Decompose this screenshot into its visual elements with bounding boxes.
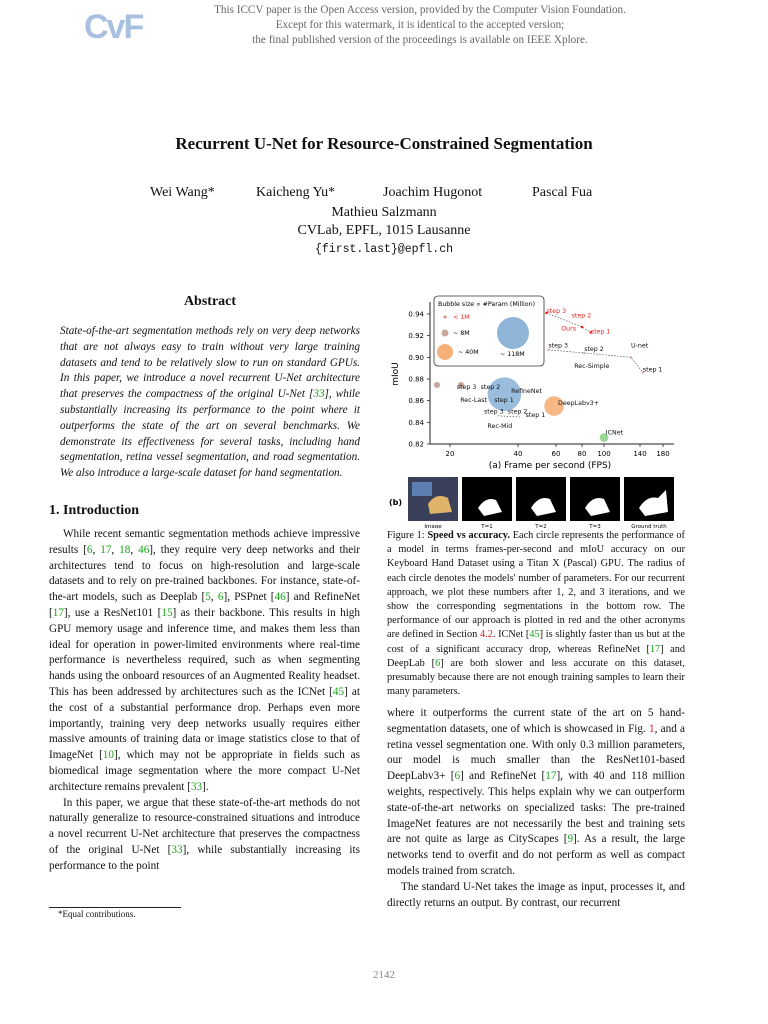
chart-legend — [434, 296, 544, 366]
citation-link[interactable]: 6 — [435, 657, 441, 669]
thumbnail-label: Ground truth — [631, 524, 667, 528]
citation-link[interactable]: 17 — [52, 606, 64, 619]
paragraph: While recent semantic segmentation methods achieve impressive results [6, 17, 18, 46], they require very deep networks and their architectures tend to focus on high-resolution and large-scale datasets and to rely on pre-trained backbones. For instance, state-of-the-art models, such as Deeplab [5, 6], PSPnet [46] and RefineNet [17], use a ResNet101 [15] as their backbone. This results in high GPU memory usage and inference time, and makes them less than ideal for operation in power-limited environments where real-time performance is nevertheless required, such as when segmenting hands using the onboard resources of an Augmented Reality headset. This has been addressed by architectures such as the ICNet [45] at the cost of a substantial performance drop. Perhaps even more importantly, training very deep networks usually requires either massive amounts of training data or image statistics close to that of ImageNet [10], which may not be appropriate in fields such as biomedical image segmentation where the more compact U-Net architecture remains prevalent [33]. — [49, 528, 361, 793]
thumbnail-label: T=3 — [589, 524, 601, 528]
step-label: step 2 — [480, 383, 501, 391]
section-heading: 1. Introduction — [49, 503, 139, 518]
paragraph: In this paper, we argue that these state-of-the-art methods do not naturally generalize to resource-constrained situations and introduce a novel recurrent U-Net architecture that preserves the compactness of the original U-Net [33], while substantially increasing its performance to the point — [49, 796, 360, 872]
page-number: 2142 — [373, 969, 395, 981]
intro-text-left — [49, 527, 360, 875]
citation-link[interactable]: 5 — [205, 591, 211, 604]
legend-bubble — [497, 317, 529, 349]
step-label: step 3 — [546, 307, 567, 315]
open-access-notice — [160, 3, 680, 48]
y-tick-label: 0.94 — [408, 310, 424, 319]
footnote-rule — [49, 907, 181, 908]
step-label: U-net — [631, 342, 649, 350]
affiliation: CVLab, EPFL, 1015 Lausanne — [297, 223, 471, 238]
figure-1 — [378, 292, 688, 528]
panel-b-label: (b) — [389, 498, 403, 507]
step-label: step 2 — [507, 408, 528, 416]
step-label: step 3 — [456, 383, 477, 391]
x-axis-label: (a) Frame per second (FPS) — [488, 461, 612, 471]
citation-link[interactable]: 45 — [529, 629, 540, 641]
author-name: Pascal Fua — [532, 185, 593, 200]
citation-link[interactable]: 45 — [332, 685, 345, 698]
legend-label: ~ 8M — [453, 330, 470, 337]
thumbnail-label: Image — [424, 524, 442, 528]
legend-title: Bubble size ∝ #Param (Million) — [438, 301, 536, 308]
figure-caption: Figure 1: Speed vs accuracy. Each circle represents the performance of a model in terms frames-per-second and mIoU accuracy on our Keyboard Hand Dataset using a Titan X (Pascal) GPU. The radius of each circle denotes the models' number of parameters. For our recurrent approach, we plot these numbers after 1, 2, and 3 iterations, and we show the corresponding segmentations in the bottom row. The performance of our approach is plotted in red and the other acronyms are defined in Section 4.2. ICNet [45] is slightly faster than us but at the cost of a significant accuracy drop, whereas RefineNet [17] and DeepLab [6] are both slower and less accurate on this dataset, presumably because there are not enough training samples to learn their many parameters. — [387, 530, 686, 698]
intro-text-right — [387, 706, 685, 911]
step-label: step 3 — [548, 342, 569, 350]
y-tick-label: 0.88 — [408, 375, 424, 384]
notice-line: Except for this watermark, it is identical to the accepted version; — [275, 19, 565, 31]
author-name: Mathieu Salzmann — [331, 205, 437, 220]
thumbnail-label: T=2 — [535, 524, 547, 528]
citation-link[interactable]: 17 — [100, 543, 112, 556]
citation-link[interactable]: 33 — [171, 843, 183, 856]
x-tick-label: 80 — [577, 450, 587, 458]
citation-link[interactable]: 46 — [274, 591, 286, 604]
point-label: RefineNet — [511, 388, 542, 396]
y-tick-label: 0.90 — [408, 353, 424, 362]
speed-accuracy-chart — [391, 296, 674, 471]
step-label: step 1 — [642, 366, 663, 374]
y-axis-label: mIoU — [391, 362, 401, 386]
citation-link[interactable]: 33 — [190, 780, 203, 793]
citation-link[interactable]: 17 — [649, 643, 661, 655]
citation-link[interactable]: 15 — [161, 606, 173, 619]
segmentation-thumbnails — [408, 477, 674, 528]
step-label: step 1 — [494, 396, 514, 404]
step-label: step 2 — [584, 345, 604, 353]
y-tick-label: 0.82 — [408, 440, 424, 449]
citation-link[interactable]: 18 — [119, 543, 131, 556]
abstract-text: State-of-the-art segmentation methods rely on very deep networks that are not always easy to train without very large training datasets and tend to be relatively slow to run on standard GPUs. In this paper, we introduce a novel recurrent U-Net architecture that preserves the compactness of the original U-Net [33], while substantially increasing its performance to the point where it outperforms the state of the art on several benchmarks. We demonstrate its effectiveness for several tasks, including hand segmentation, retina vessel segmentation, and road segmentation. We also introduce a large-scale dataset for hand segmentation. — [60, 325, 361, 480]
footnote: *Equal contributions. — [58, 909, 136, 919]
legend-bubble — [442, 330, 449, 337]
cvf-logo: CvF — [84, 8, 143, 46]
y-tick-label: 0.86 — [408, 397, 424, 406]
x-tick-label: 40 — [513, 450, 523, 458]
citation-link[interactable]: 6 — [217, 591, 224, 604]
author-name: Wei Wang* — [150, 185, 215, 200]
citation-link[interactable]: 9 — [567, 833, 574, 846]
thumbnail-label: T=1 — [481, 524, 493, 528]
step-label: Rec-Mid — [487, 422, 513, 430]
notice-line: the final published version of the proceedings is available on IEEE Xplore. — [252, 34, 588, 46]
point-label: ICNet — [605, 429, 624, 437]
data-point — [434, 382, 440, 388]
author-email: {first.last}@epfl.ch — [314, 243, 454, 256]
legend-label: ~ 118M — [500, 351, 525, 358]
paper-title: Recurrent U-Net for Resource-Constrained Segmentation — [175, 134, 593, 153]
y-tick-label: 0.84 — [408, 418, 424, 427]
x-tick-label: 140 — [633, 450, 647, 458]
legend-bubble — [444, 316, 447, 319]
paragraph: The standard U-Net takes the image as input, processes it, and directly returns an output. By contrast, our recurrent — [387, 880, 685, 909]
citation-link[interactable]: 17 — [545, 770, 557, 783]
step-label: Rec-Simple — [574, 363, 610, 371]
rec-simple-point — [630, 356, 632, 358]
step-label: step 1 — [590, 328, 611, 336]
point-label: DeepLabv3+ — [558, 400, 599, 408]
author-name: Kaicheng Yu* — [256, 185, 336, 200]
legend-label: ~ 40M — [458, 349, 479, 356]
monitor-shape — [412, 482, 432, 496]
figure-link[interactable]: 1 — [649, 722, 655, 735]
citation-link[interactable]: 46 — [138, 543, 150, 556]
step-label: Ours — [561, 325, 577, 333]
author-name: Joachim Hugonot — [383, 185, 483, 200]
step-label: step 2 — [571, 312, 592, 320]
step-label: step 3 — [484, 408, 504, 416]
abstract-heading: Abstract — [183, 294, 237, 309]
legend-label: < 1M — [453, 314, 470, 321]
citation-link[interactable]: 33 — [313, 388, 325, 401]
legend-bubble — [437, 344, 453, 360]
section-link[interactable]: 4.2 — [479, 629, 493, 641]
step-label: step 1 — [525, 411, 546, 419]
x-tick-label: 180 — [656, 450, 670, 458]
citation-link[interactable]: 6 — [86, 543, 93, 556]
notice-line: This ICCV paper is the Open Access version, provided by the Computer Vision Foundation. — [214, 4, 626, 16]
x-tick-label: 100 — [597, 450, 611, 458]
y-tick-label: 0.92 — [408, 332, 424, 341]
rec-mid-trajectory — [498, 416, 520, 417]
citation-link[interactable]: 6 — [454, 770, 461, 783]
ours-point — [581, 326, 584, 329]
x-tick-label: 60 — [551, 450, 561, 458]
step-label: Rec-Last — [460, 396, 488, 404]
citation-link[interactable]: 10 — [102, 749, 114, 762]
paragraph: where it outperforms the current state of the art on 5 hand-segmentation datasets, one of which is showcased in Fig. 1, and a retina vessel segmentation one. With only 0.3 million parameters, our model is much smaller than the ResNet101-based DeepLabv3+ [6] and RefineNet [17], with 40 and 118 million weights, respectively. This helps explain why we can outperform state-of-the-art networks on specialized tasks: The pre-trained ImageNet features are not necessarily the best and training sets are not quite as large as CityScapes [9]. As a result, the large networks tend to overfit and do not perform as well as compact models trained from scratch. — [387, 707, 686, 877]
x-tick-label: 20 — [445, 450, 455, 458]
